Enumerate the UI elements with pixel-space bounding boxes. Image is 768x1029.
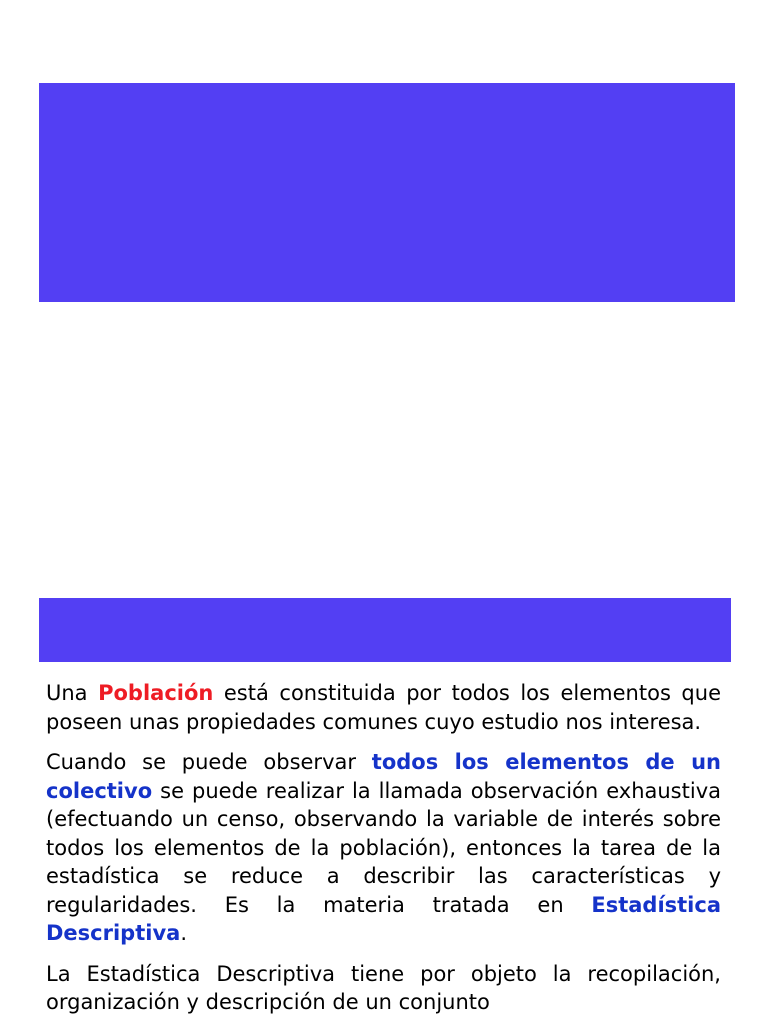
section-banner [39,598,731,662]
document-body [46,679,721,1029]
top-banner [39,83,735,302]
paragraph-text: La Estadística Descriptiva tiene por objeto la recopilación, organización y descripción de un conjunto [46,961,721,1014]
paragraph-text: Una [46,681,99,705]
paragraph-descriptiva [46,960,721,1017]
paragraph-text: . [180,921,187,945]
paragraph-text: Cuando se puede observar [46,750,372,774]
paragraph-observacion [46,748,721,948]
paragraph-text: se puede realizar la llamada observación exhaustiva (efectuando un censo, observando la variable de interés sobre todos los elementos de la población), entonces la tarea de la estadística se reduce a describir las características y regularidades. Es la materia tratada en [46,778,721,917]
term-poblacion: Población [98,681,214,705]
paragraph-text: está constituida por todos los elementos que poseen unas propiedades comunes cuyo estudio nos interesa. [46,681,721,734]
paragraph-poblacion [46,679,721,736]
term-estadistica-descriptiva: Estadística Descriptiva [46,892,721,945]
term-todos-los-elementos: todos los elementos de un colectivo [46,750,721,803]
